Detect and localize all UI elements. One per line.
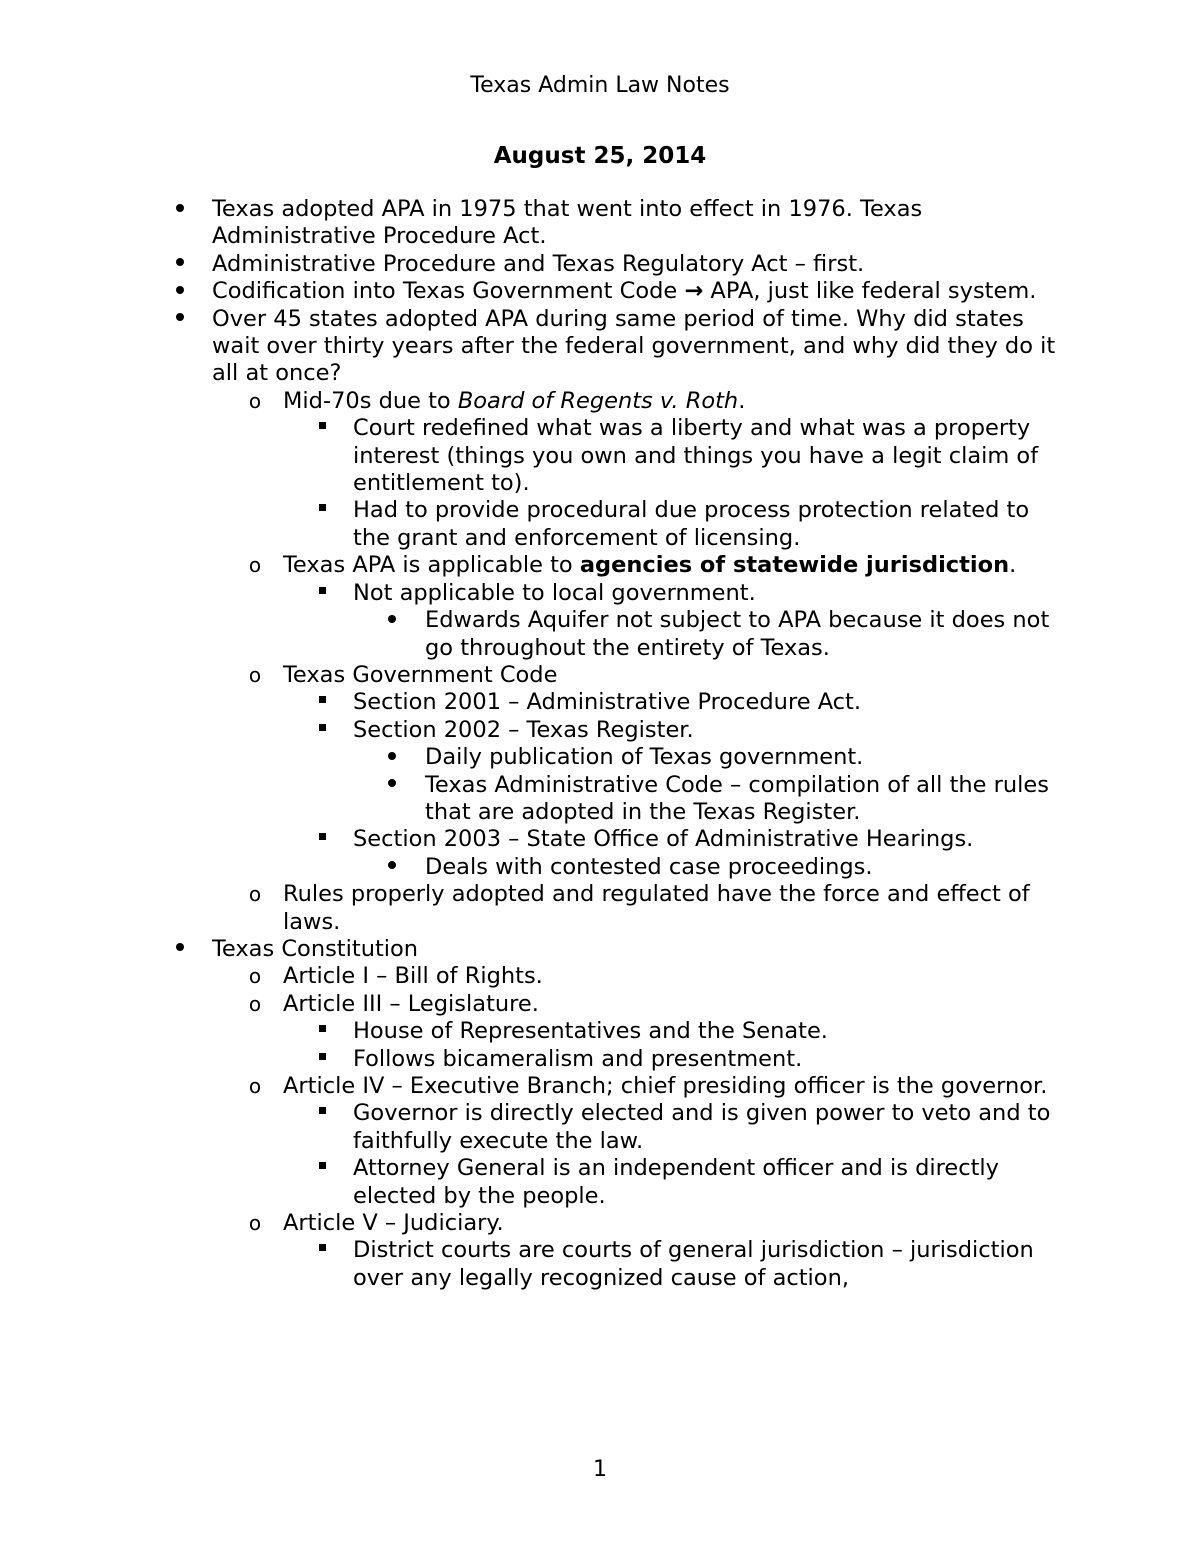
bullet-icon — [165, 251, 195, 278]
list-item-text: Edwards Aquifer not subject to APA because it does not go throughout the entirety of Texas. — [425, 607, 1050, 661]
list-item-text: Not applicable to local government. — [353, 579, 756, 606]
list-item — [0, 1046, 1200, 1073]
list-item — [0, 662, 1200, 689]
list-item-text: Governor is directly elected and is given power to veto and to faithfully execute the law. — [353, 1100, 1051, 1154]
list-item-text: Article III – Legislature. — [283, 990, 539, 1017]
list-item — [0, 991, 1200, 1018]
square-bullet-icon — [307, 415, 337, 442]
list-item-text: . — [1009, 552, 1017, 579]
list-item-text: Section 2001 – Administrative Procedure Act. — [353, 689, 862, 716]
list-item-text: Article I – Bill of Rights. — [283, 963, 543, 990]
circle-bullet-icon: o — [248, 964, 262, 989]
list-item — [0, 306, 1200, 388]
circle-bullet-icon: o — [248, 662, 262, 687]
notes-body — [0, 196, 1200, 1292]
list-item — [0, 881, 1200, 936]
list-item — [0, 1210, 1200, 1237]
list-item — [0, 497, 1200, 552]
list-item — [0, 278, 1200, 305]
list-item-text: Texas Constitution — [212, 935, 419, 962]
list-item-text: Follows bicameralism and presentment. — [353, 1045, 803, 1072]
bullet-icon — [377, 744, 407, 771]
list-item — [0, 1237, 1200, 1292]
list-item-text: Article V – Judiciary. — [283, 1210, 504, 1237]
list-item — [0, 607, 1200, 662]
square-bullet-icon — [307, 580, 337, 607]
circle-bullet-icon: o — [248, 388, 262, 413]
circle-bullet-icon: o — [248, 1211, 262, 1236]
outline-list — [0, 196, 1200, 1292]
emphasis-text: agencies of statewide jurisdiction — [579, 552, 1010, 579]
list-item — [0, 415, 1200, 497]
list-item-text: Section 2003 – State Office of Administrative Hearings. — [353, 826, 974, 853]
bullet-icon — [165, 196, 195, 223]
list-item — [0, 1073, 1200, 1100]
list-item — [0, 772, 1200, 827]
list-item-text: Texas adopted APA in 1975 that went into effect in 1976. Texas Administrative Procedure Act. — [212, 196, 923, 250]
case-citation: Board of Regents v. Roth — [457, 387, 739, 414]
list-item — [0, 388, 1200, 415]
square-bullet-icon — [307, 497, 337, 524]
list-item — [0, 196, 1200, 251]
page-number: 1 — [593, 1457, 607, 1482]
list-item — [0, 1155, 1200, 1210]
notes-date-heading: August 25, 2014 — [493, 143, 707, 169]
list-item-text: Over 45 states adopted APA during same period of time. Why did states wait over thirty years after the federal government, and why did they do it all at once? — [212, 305, 1056, 387]
list-item — [0, 580, 1200, 607]
square-bullet-icon — [307, 1018, 337, 1045]
list-item-text: House of Representatives and the Senate. — [353, 1018, 828, 1045]
list-item — [0, 826, 1200, 853]
list-item-text: Section 2002 – Texas Register. — [353, 716, 694, 743]
list-item-text: Administrative Procedure and Texas Regulatory Act – first. — [212, 250, 865, 277]
circle-bullet-icon: o — [248, 1074, 262, 1098]
list-item-text: District courts are courts of general jurisdiction – jurisdiction over any legally recognized cause of action, — [353, 1237, 1034, 1291]
list-item-text: Texas APA is applicable to — [283, 552, 580, 579]
list-item-text: Codification into Texas Government Code — [212, 278, 685, 305]
list-item — [0, 963, 1200, 990]
list-item — [0, 689, 1200, 716]
list-item-text: Had to provide procedural due process protection related to the grant and enforcement of licensing. — [353, 497, 1030, 551]
list-item-text: Court redefined what was a liberty and what was a property interest (things you own and things you have a legit claim of entitlement to). — [353, 415, 1039, 497]
list-item-text: Attorney General is an independent officer and is directly elected by the people. — [353, 1155, 999, 1209]
square-bullet-icon — [307, 826, 337, 853]
list-item — [0, 552, 1200, 579]
square-bullet-icon — [307, 717, 337, 744]
square-bullet-icon — [307, 1100, 337, 1127]
bullet-icon — [377, 854, 407, 881]
list-item — [0, 854, 1200, 881]
list-item — [0, 936, 1200, 963]
bullet-icon — [377, 607, 407, 634]
list-item-text: Deals with contested case proceedings. — [425, 853, 873, 880]
bullet-icon — [377, 772, 407, 799]
list-item-text: Article IV – Executive Branch; chief presiding officer is the governor. — [283, 1073, 1048, 1099]
square-bullet-icon — [307, 689, 337, 716]
bullet-icon — [165, 306, 195, 333]
circle-bullet-icon: o — [248, 882, 262, 907]
list-item — [0, 717, 1200, 744]
list-item-text: Texas Government Code — [283, 661, 558, 688]
list-item — [0, 1018, 1200, 1045]
circle-bullet-icon: o — [248, 991, 262, 1016]
list-item — [0, 744, 1200, 771]
bullet-icon — [165, 936, 195, 963]
list-item-text: Texas Administrative Code – compilation of all the rules that are adopted in the Texas Register. — [425, 771, 1049, 825]
circle-bullet-icon: o — [248, 553, 262, 578]
list-item-text: Rules properly adopted and regulated have the force and effect of laws. — [283, 881, 1030, 935]
list-item-text: . — [738, 387, 746, 414]
list-item — [0, 1100, 1200, 1155]
square-bullet-icon — [307, 1237, 337, 1264]
list-item-text: APA, just like federal system. — [703, 278, 1037, 305]
arrow-right-icon: → — [684, 278, 704, 305]
list-item-text: Daily publication of Texas government. — [425, 744, 864, 771]
list-item-text: Mid-70s due to — [283, 387, 458, 414]
square-bullet-icon — [307, 1046, 337, 1073]
list-item — [0, 251, 1200, 278]
page-header: Texas Admin Law Notes — [470, 73, 730, 98]
square-bullet-icon — [307, 1155, 337, 1182]
bullet-icon — [165, 278, 195, 305]
